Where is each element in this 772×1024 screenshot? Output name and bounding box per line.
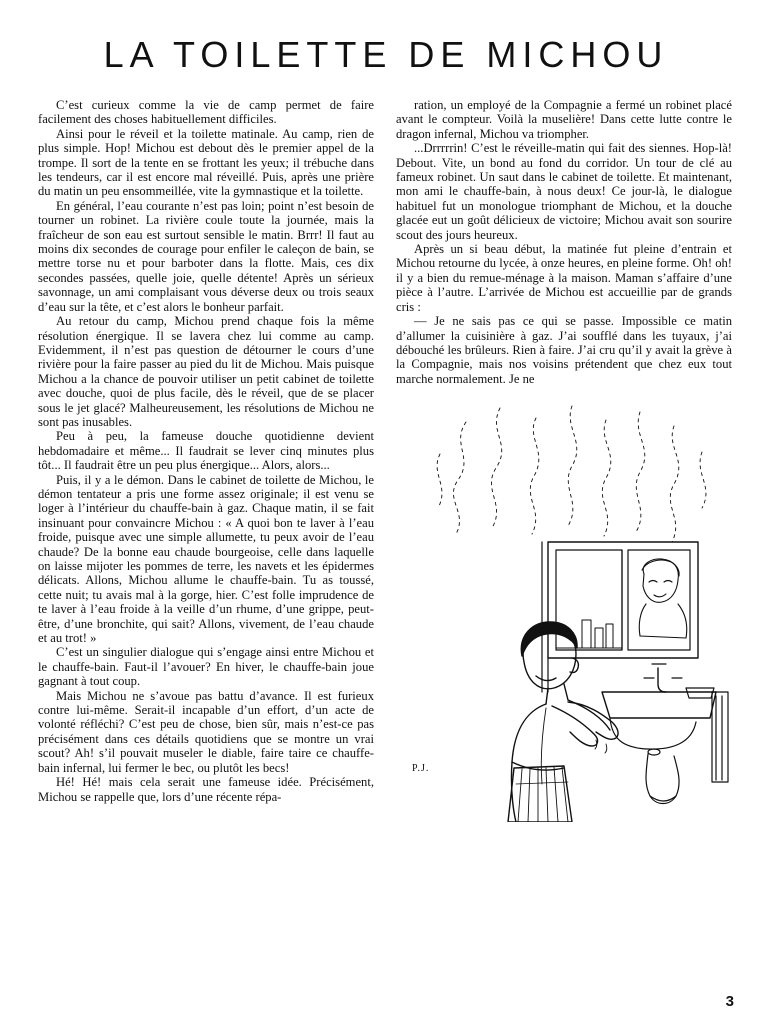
page-number: 3 [725, 993, 734, 1010]
illustration-figure [396, 392, 732, 822]
paragraph: Au retour du camp, Michou prend chaque fois la même résolution énergique. Il se lavera chez lui comme au camp. Evidemment, il n’est pas question de détourner le cours d’une rivière pour la faire passer au pied du lit de Michou. Mais puisque Michou a la chance de pouvoir utiliser un petit cabinet de toilette avec douche, quoi de plus facile, dès le réveil, que de se placer sous le jet glacé? Malheureusement, les résolutions de Michou ne sont pas inusables. [38, 314, 374, 429]
paragraph: C’est curieux comme la vie de camp permet de faire facilement des choses habituellement difficiles. [38, 98, 374, 127]
paragraph: ...Drrrrrin! C’est le réveille-matin qui fait des siennes. Hop-là! Debout. Vite, un bond au fond du corridor. Un tour de clé au fameux robinet. Un saut dans le cabinet de toilette. Et maintenant, mon ami le chauffe-bain, à nous deux! Ce jour-là, le dialogue habituel fut un monologue triomphant de Michou, et la douche glacée eut un goût délicieux de victoire; Michou avait son sourire scout des jours heureux. [396, 141, 732, 242]
paragraph: Puis, il y a le démon. Dans le cabinet de toilette de Michou, le démon tentateur a pris une forme assez originale; il est venu se loger à l’intérieur du chauffe-bain à gaz. Chaque matin, il se fait insinuant pour convaincre Michou : « A quoi bon te laver à l’eau froide, puisque avec une simple allumette, tu peux avoir de l’eau chaude? De la bonne eau chaude bourgeoise, celle dans laquelle on laisse mijoter les pommes de terre, les navets et les épidermes délicats. Allons, Michou allume le chauffe-bain. Tu as toussé, cette nuit; tu avais mal à la gorge, hier. C’est folle imprudence de te laver à l’eau froide à la veille d’un rhume, d’une grippe, peut-être, d’une bronchite, qui sait? Allons, vivement, de l’eau chaude et au trot! » [38, 472, 374, 646]
paragraph: Peu à peu, la fameuse douche quotidienne devient hebdomadaire et même... Il faudrait se lever cinq minutes plus tôt... Il faudrait être un peu plus énergique... Alors, alors... [38, 429, 374, 473]
right-text-column [396, 98, 732, 822]
paragraph: Après un si beau début, la matinée fut pleine d’entrain et Michou retourne du lycée, à onze heures, en pleine forme. Oh! oh! il y a bien du remue-ménage à la maison. Maman s’affaire d’une pièce à l’autre. L’arrivée de Michou est accueillie par de grands cris : [396, 242, 732, 314]
page-title: LA TOILETTE DE MICHOU [103, 34, 669, 75]
artist-signature: P.J. [412, 762, 430, 774]
paragraph: ration, un employé de la Compagnie a fermé un robinet placé avant le compteur. Voilà la muselière! Dans cette lutte contre le dragon infernal, Michou va triompher. [396, 98, 732, 141]
left-text-column [38, 98, 374, 804]
paragraph: Ainsi pour le réveil et la toilette matinale. Au camp, rien de plus simple. Hop! Michou est debout dès le premier appel de la trompe. Il sort de la tente en se frottant les yeux; il trébuche dans les tendeurs, car il est encore mal réveillé. Puis, après une prière du matin un peu ensommeillée, vite la gymnastique et la toilette. [38, 126, 374, 199]
paragraph: Mais Michou ne s’avoue pas battu d’avance. Il est furieux contre lui-même. Serait-il incapable d’un effort, d’un acte de volonté réfléchi? C’est peu de chose, bien sûr, mais n’est-ce pas précisément dans ces détails quotidiens que se montre un vrai scout? Ah! s’il pouvait museler le diable, faire taire ce chauffe-bain infernal, lui fermer le bec, ou plutôt les becs! [38, 688, 374, 775]
article-columns [38, 98, 734, 822]
paragraph: Hé! Hé! mais cela serait une fameuse idée. Précisément, Michou se rappelle que, lors d’une récente répa- [38, 775, 374, 804]
paragraph: — Je ne sais pas ce qui se passe. Impossible ce matin d’allumer la cuisinière à gaz. J’ai soufflé dans les tuyaux, j’ai débouché les brûleurs. Rien à faire. J’ai cru qu’il y avait la grève à la Compagnie, mais nos voisins prétendent que chez eux tout marche normalement. Je ne [396, 314, 732, 386]
boy-washing-at-sink-illustration [396, 392, 732, 822]
paragraph: En général, l’eau courante n’est pas loin; point n’est besoin de tourner un robinet. La rivière coule toute la journée, mais la fraîcheur de son eau est surtout sensible le matin. Brrr! Il faut au moins dix secondes de courage pour enfiler le caleçon de bain, se mettre torse nu et pour barboter dans la flotte. Mais, ces dix secondes passées, quelle joie, quelle détente! Après un sérieux savonnage, un ami complaisant vous déverse deux ou trois seaux d’eau sur la tête, et c’est alors le bonheur parfait. [38, 198, 374, 314]
paragraph: C’est un singulier dialogue qui s’engage ainsi entre Michou et le chauffe-bain. Faut-il l’avouer? En hiver, le chauffe-bain joue gagnant à tout coup. [38, 645, 374, 689]
